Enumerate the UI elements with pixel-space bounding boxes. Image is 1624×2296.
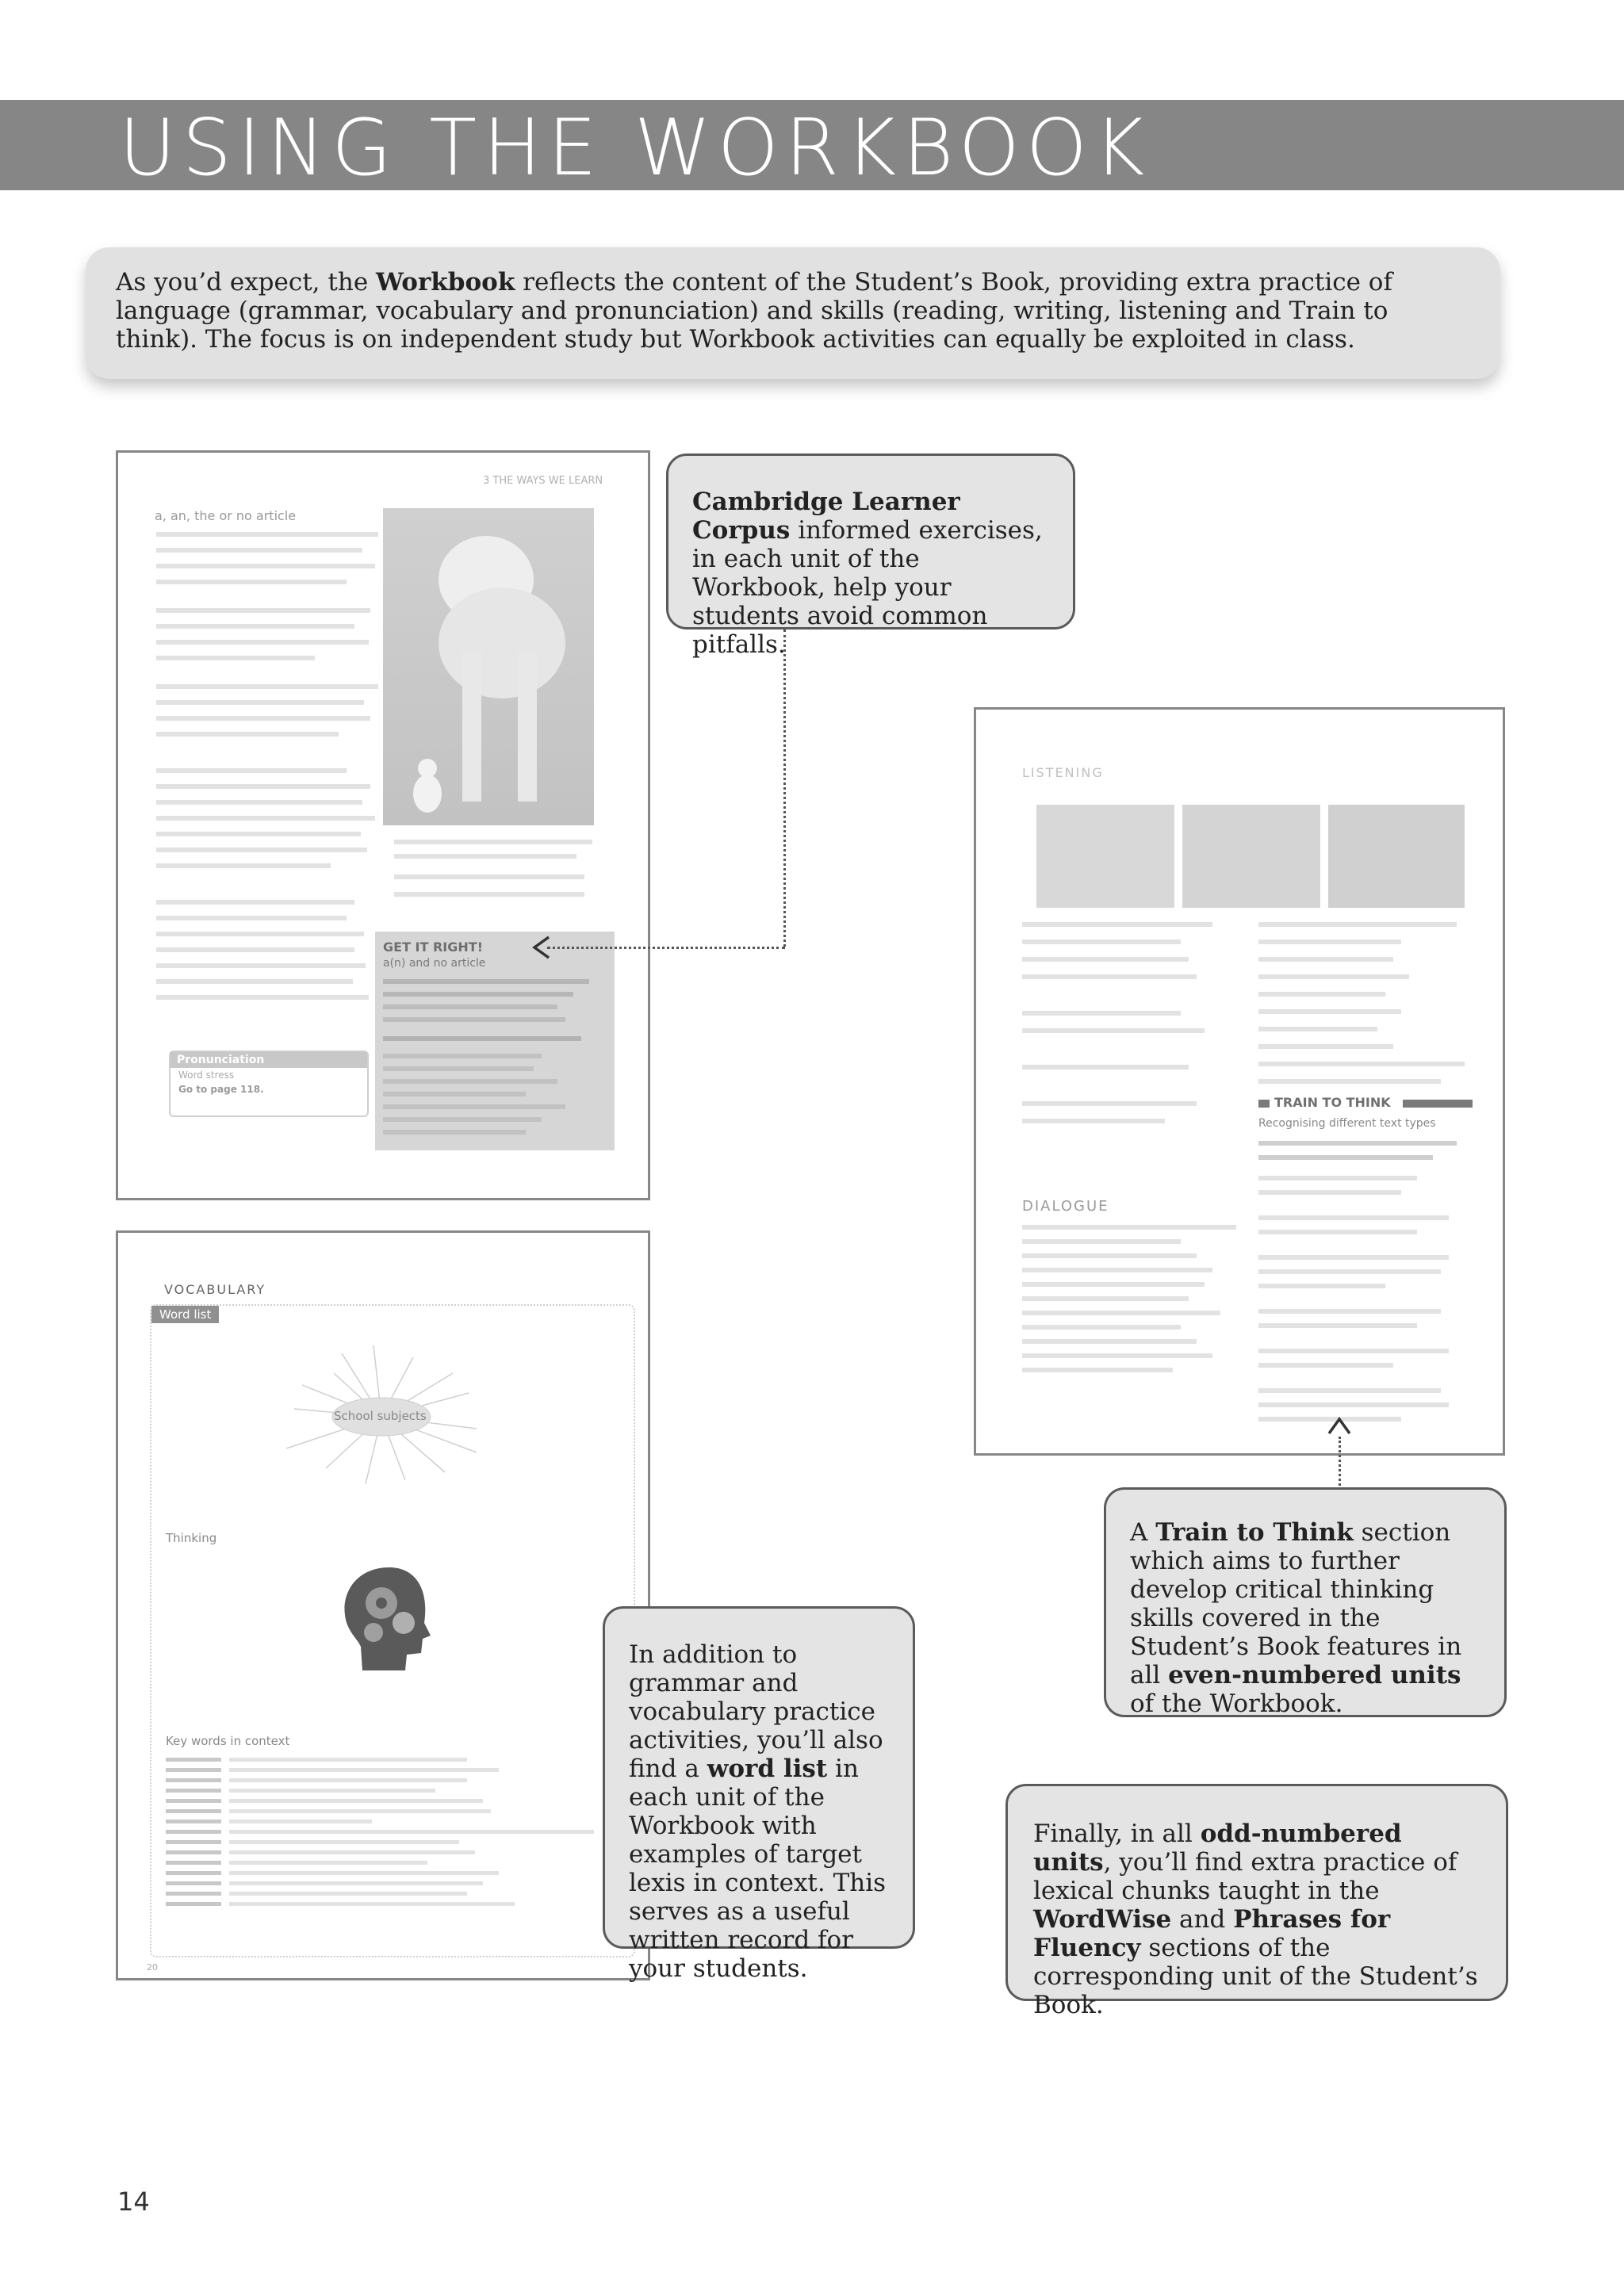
get-it-right-lines bbox=[383, 979, 605, 1135]
corpus-arrow-icon bbox=[530, 934, 553, 961]
grammar-section-title: a, an, the or no article bbox=[155, 508, 297, 523]
dialogue-title: DIALOGUE bbox=[1022, 1198, 1109, 1215]
intro-text-2: reflects the content of the Student’s Book, providing extra practice of language (grammar, vocabulary and pronunciation) and skills (reading, writing, listening and Train to think). The focus is on independent study but Workbook activities can equally be exploited in class. bbox=[116, 268, 1392, 354]
thumbnail-page-number: 20 bbox=[147, 1962, 158, 1973]
train-bold-1: Train to Think bbox=[1155, 1518, 1354, 1547]
get-it-right-box bbox=[375, 932, 615, 1150]
odd-units-callout bbox=[1005, 1784, 1508, 2019]
exercise-9-text bbox=[394, 840, 608, 909]
school-subjects-label: School subjects bbox=[334, 1409, 427, 1423]
exercise-text bbox=[156, 532, 385, 1011]
train-text-1: A bbox=[1130, 1518, 1156, 1547]
wordlist-bold: word list bbox=[707, 1755, 828, 1783]
get-it-right-title: GET IT RIGHT! bbox=[383, 939, 483, 955]
odd-text-2: , you’ll find extra practice of lexical chunks taught in the bbox=[1033, 1848, 1457, 1905]
train-to-think-subtitle: Recognising different text types bbox=[1258, 1117, 1436, 1130]
dog-illustration bbox=[383, 508, 594, 825]
intro-text-1: As you’d expect, the bbox=[116, 268, 377, 297]
vocabulary-title: VOCABULARY bbox=[164, 1282, 266, 1297]
odd-bold-1: odd-numbered units bbox=[1033, 1820, 1402, 1877]
head-gears-illustration bbox=[334, 1559, 453, 1678]
corpus-callout bbox=[666, 453, 1075, 659]
listening-title: LISTENING bbox=[1022, 765, 1104, 780]
key-words-lines bbox=[166, 1758, 618, 1912]
word-list-panel bbox=[150, 1304, 635, 1957]
odd-text-1: Finally, in all bbox=[1033, 1820, 1201, 1848]
listening-exercise-lines bbox=[1022, 922, 1236, 1136]
word-list-callout bbox=[603, 1606, 915, 1983]
train-arrow-icon bbox=[1326, 1414, 1353, 1438]
intro-box bbox=[86, 247, 1500, 379]
workbook-word-list-page-thumbnail bbox=[116, 1230, 650, 1980]
train-to-think-lines bbox=[1258, 1141, 1473, 1422]
corpus-connector-vertical bbox=[783, 629, 786, 947]
odd-bold-3: Phrases for Fluency bbox=[1033, 1905, 1391, 1962]
odd-bold-2: WordWise bbox=[1033, 1905, 1172, 1934]
corpus-connector-horizontal bbox=[547, 947, 785, 949]
dog-photo bbox=[383, 508, 594, 825]
corpus-bold: Cambridge Learner Corpus bbox=[692, 488, 960, 545]
intro-bold: Workbook bbox=[376, 268, 515, 297]
page-number: 14 bbox=[117, 2187, 150, 2217]
train-to-think-header bbox=[1258, 1095, 1473, 1109]
unit-header: 3 THE WAYS WE LEARN bbox=[483, 475, 603, 487]
pronunciation-title: Pronunciation bbox=[170, 1052, 367, 1068]
get-it-right-subtitle: a(n) and no article bbox=[383, 957, 486, 970]
odd-text-3: and bbox=[1171, 1905, 1234, 1934]
train-to-think-title: TRAIN TO THINK bbox=[1274, 1095, 1391, 1110]
thinking-label: Thinking bbox=[166, 1531, 217, 1545]
workbook-grammar-page-thumbnail bbox=[116, 450, 650, 1200]
wordlist-text-1: In addition to grammar and vocabulary practice activities, you’ll also find a bbox=[629, 1640, 883, 1783]
train-to-think-callout bbox=[1104, 1487, 1507, 1717]
word-list-tab: Word list bbox=[151, 1306, 219, 1323]
dialogue-lines bbox=[1022, 1225, 1252, 1382]
right-column-lines bbox=[1258, 922, 1480, 1096]
odd-text-4: sections of the corresponding unit of the Student’s Book. bbox=[1033, 1934, 1478, 2019]
listening-pictures bbox=[1036, 805, 1465, 908]
corpus-text: informed exercises, in each unit of the Workbook, help your students avoid common pitfalls. bbox=[692, 516, 1043, 659]
train-connector bbox=[1339, 1437, 1341, 1486]
train-text-3: of the Workbook. bbox=[1130, 1689, 1343, 1718]
page-title: USING THE WORKBOOK bbox=[119, 103, 1151, 193]
key-words-title: Key words in context bbox=[166, 1734, 290, 1748]
pronunciation-sub: Word stress bbox=[178, 1070, 235, 1081]
train-bold-2: even-numbered units bbox=[1168, 1661, 1461, 1689]
pronunciation-box bbox=[169, 1050, 369, 1117]
train-text-2: section which aims to further develop critical thinking skills covered in the Student’s Book features in all bbox=[1130, 1518, 1462, 1689]
workbook-train-to-think-page-thumbnail bbox=[974, 707, 1505, 1456]
wordlist-text-2: in each unit of the Workbook with examples of target lexis in context. This serves as a useful written record for your students. bbox=[629, 1755, 887, 1983]
pronunciation-go: Go to page 118. bbox=[178, 1084, 264, 1095]
